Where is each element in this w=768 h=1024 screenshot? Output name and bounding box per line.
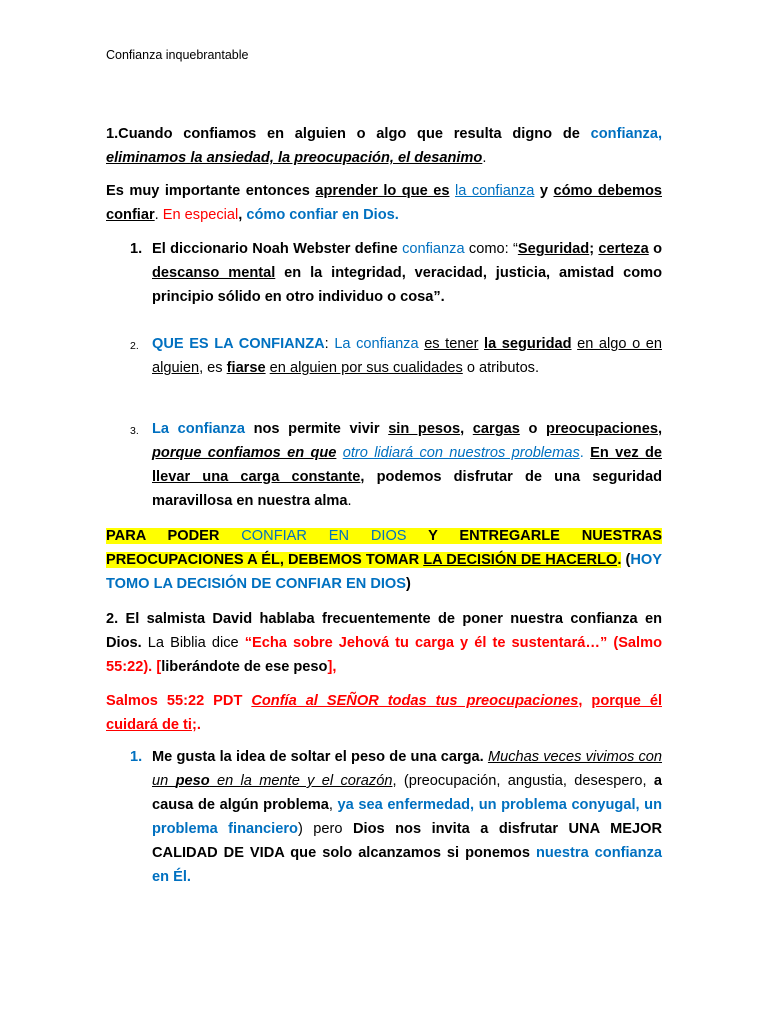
text-run: Confía al SEÑOR todas tus preocupaciones	[251, 693, 579, 709]
text-run: ,	[657, 421, 663, 437]
list-number: 1.	[130, 241, 143, 257]
text-run: La confianza	[334, 336, 419, 352]
text-run: la seguridad	[484, 336, 572, 352]
text-run: 2. El salmista David hablaba frecuentemente de poner nuestra confianza en Dios.	[106, 611, 662, 651]
text-run: , (preocupación, angustia, desespero,	[392, 773, 654, 789]
text-run: ,	[460, 421, 473, 437]
text-run: en alguien por sus cualidades	[269, 360, 463, 376]
text-run: confianza	[402, 241, 465, 257]
text-run: (	[621, 552, 631, 568]
text-run: .	[617, 552, 622, 568]
text-run: )	[406, 576, 411, 592]
text-run: liberándote de ese peso	[161, 659, 328, 675]
list-item-1	[152, 237, 662, 309]
page-header: Confianza inquebrantable	[106, 48, 249, 62]
text-run: Me gusta la idea de soltar el peso de una carga.	[152, 749, 484, 765]
text-run: o	[648, 241, 662, 257]
list-item-2	[152, 332, 662, 380]
text-run: El diccionario Noah Webster define	[152, 241, 403, 257]
text-run: aprender lo que es	[315, 183, 450, 199]
text-run: [	[156, 659, 162, 675]
text-run: LA DECISIÓN DE HACERLO	[423, 552, 618, 568]
text-run: .	[154, 207, 163, 223]
text-run: en la mente y el corazón	[209, 773, 393, 789]
text-run: sin pesos	[388, 421, 461, 437]
text-run: a causa de algún problema	[152, 773, 662, 813]
text-run: cargas	[472, 421, 520, 437]
text-run: ;.	[191, 717, 201, 733]
highlighted-paragraph	[106, 524, 662, 596]
paragraph-5	[106, 689, 662, 737]
text-run: ;	[589, 241, 599, 257]
text-run: como: “	[464, 241, 518, 257]
text-run: ) pero	[297, 821, 354, 837]
text-run: , es	[199, 360, 227, 376]
text-run: , podemos disfrutar de una seguridad maravillosa en nuestra alma	[152, 469, 662, 509]
text-run: Dios nos invita a disfrutar UNA MEJOR CALIDAD DE VIDA que solo alcanzamos si ponemos	[152, 821, 662, 861]
text-run: Seguridad	[517, 241, 590, 257]
text-run: .	[579, 445, 591, 461]
text-run: ,	[238, 207, 247, 223]
text-run: porque confiamos en que	[152, 445, 337, 461]
text-run: cómo confiar en Dios.	[246, 207, 399, 223]
text-run: PARA PODER	[106, 528, 242, 544]
text-run: ya sea enfermedad, un problema conyugal, un problema financiero	[152, 797, 662, 837]
text-run: o atributos.	[462, 360, 540, 376]
text-run: La Biblia dice	[141, 635, 245, 651]
text-run: CONFIAR EN DIOS	[241, 528, 407, 544]
text-run: :	[324, 336, 335, 352]
text-run: porque él cuidará de ti	[106, 693, 662, 733]
text-run: QUE ES LA CONFIANZA	[152, 336, 325, 352]
text-run: y	[534, 183, 554, 199]
text-run: peso	[175, 773, 210, 789]
text-run: Y ENTREGARLE NUESTRAS PREOCUPACIONES A ÉL, DEBEMOS TOMAR	[106, 528, 663, 568]
text-run: cómo debemos confiar	[106, 183, 662, 223]
text-run: otro lidiará con nuestros problemas	[342, 445, 580, 461]
text-run: En especial	[162, 207, 239, 223]
text-run: en algo o en alguien	[152, 336, 663, 376]
list2-item-1	[152, 745, 662, 889]
text-run: confianza,	[590, 126, 662, 142]
text-run: Salmos 55:22 PDT	[106, 693, 252, 709]
text-run: certeza	[598, 241, 649, 257]
list-number: 1.	[130, 749, 143, 765]
text-run: Muchas veces vivimos con un	[152, 749, 662, 789]
text-run: en la integridad, veracidad, justicia, amistad como principio sólido en otro individuo o cosa”.	[152, 265, 662, 305]
text-run: ,	[328, 797, 338, 813]
text-run: descanso mental	[152, 265, 276, 281]
paragraph-2	[106, 179, 662, 227]
text-run: ,	[578, 693, 592, 709]
text-run: En vez de llevar una carga constante	[152, 445, 662, 485]
paragraph-1	[106, 122, 662, 170]
text-run: 1.Cuando confiamos en alguien o algo que resulta digno de	[106, 126, 591, 142]
text-run: la confianza	[455, 183, 535, 199]
text-run: fiarse	[226, 360, 266, 376]
list-number: 3.	[130, 425, 139, 437]
text-run: nuestra confianza en Él.	[152, 845, 662, 885]
text-run: La confianza	[152, 421, 245, 437]
list-item-3	[152, 417, 662, 513]
text-run: ],	[327, 659, 337, 675]
text-run: Es muy importante entonces	[106, 183, 316, 199]
text-run: .	[482, 150, 487, 166]
text-run: .	[347, 493, 352, 509]
text-run: nos permite vivir	[244, 421, 389, 437]
text-run: es tener	[424, 336, 479, 352]
text-run: “Echa sobre Jehová tu carga y él te sustentará…” (Salmo 55:22).	[106, 635, 662, 675]
list-number: 2.	[130, 340, 139, 352]
paragraph-4	[106, 607, 662, 679]
text-run: preocupaciones	[546, 421, 658, 437]
text-run: o	[519, 421, 547, 437]
text-run: eliminamos la ansiedad, la preocupación, el desanimo	[106, 150, 483, 166]
text-run: HOY TOMO LA DECISIÓN DE CONFIAR EN DIOS	[106, 552, 662, 592]
